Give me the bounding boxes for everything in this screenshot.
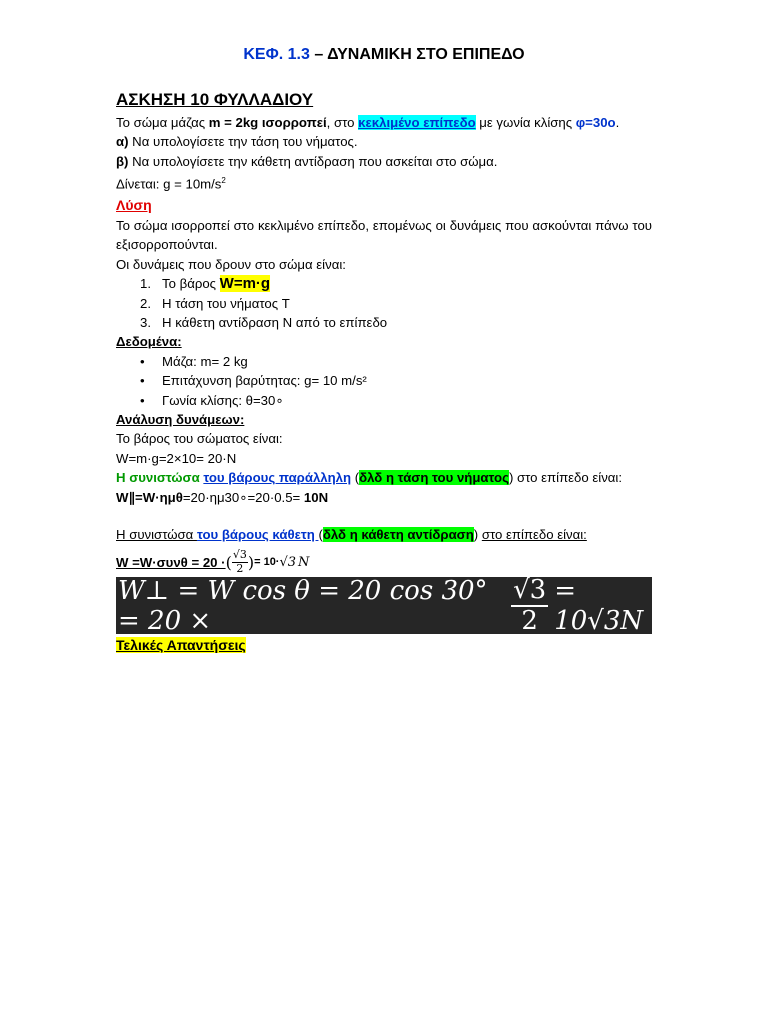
list-item-text: Η κάθετη αντίδραση N από το επίπεδο bbox=[162, 315, 388, 331]
given-data bbox=[116, 171, 652, 194]
list-item-text: Μάζα: m= 2 kg bbox=[162, 353, 248, 369]
perp-link-text: του βάρους κάθετη bbox=[196, 527, 319, 543]
perp-text: Η συνιστώσα bbox=[116, 527, 197, 543]
question-a-text: Να υπολογίσετε την τάση του νήματος. bbox=[128, 134, 358, 150]
forces-intro: Οι δυνάμεις που δρουν στο σώμα είναι: bbox=[116, 256, 346, 272]
normal-force-highlight: δλδ η κάθετη αντίδραση bbox=[322, 527, 474, 543]
exercise-statement bbox=[116, 113, 652, 132]
title-dash: – bbox=[309, 46, 328, 63]
parallel-link-text: του βάρους παράλληλη bbox=[203, 470, 352, 486]
list-marker: 2. bbox=[140, 295, 151, 311]
list-item-text: Το βάρος bbox=[162, 276, 220, 292]
parallel-text: ( bbox=[351, 470, 360, 486]
list-item bbox=[116, 313, 652, 332]
final-section bbox=[116, 636, 652, 655]
page-title bbox=[0, 46, 768, 64]
data-heading: Δεδομένα: bbox=[116, 334, 182, 350]
list-item bbox=[116, 391, 652, 410]
final-answers-heading: Τελικές Απαντήσεις bbox=[116, 637, 246, 653]
sqrt3-over-2 bbox=[232, 549, 248, 575]
equation-rhs: = 10√3N bbox=[554, 575, 644, 636]
equation-box bbox=[116, 574, 652, 636]
angle-value: φ=30ο bbox=[575, 115, 616, 130]
statement-text: . bbox=[615, 115, 620, 130]
exercise-heading: ΑΣΚΗΣΗ 10 ΦΥΛΛΑΔΙΟΥ bbox=[116, 90, 314, 109]
question-b-text: Να υπολογίσετε την κάθετη αντίδραση που ασκείται στο σώμα. bbox=[128, 153, 498, 169]
weight-intro: Το βάρος του σώματος είναι: bbox=[116, 431, 283, 447]
fraction-denominator: 2 bbox=[521, 605, 538, 636]
equation-fraction bbox=[511, 576, 548, 635]
perp-calc-lhs: W =W·συνθ = 20 · bbox=[116, 554, 226, 570]
given-text: Δίνεται: g = 10m/s bbox=[116, 176, 222, 192]
parallel-component-line bbox=[116, 468, 652, 487]
exercise-body bbox=[116, 113, 652, 581]
perp-root: √3 bbox=[279, 554, 297, 570]
list-item-text: Η τάση του νήματος T bbox=[162, 295, 290, 311]
mass-value: m = 2kg ισορροπεί bbox=[208, 115, 327, 130]
fraction-denominator: 2 bbox=[236, 562, 244, 576]
fraction-numerator: √3 bbox=[513, 574, 547, 605]
perp-text: ) bbox=[473, 527, 482, 543]
given-superscript: 2 bbox=[221, 176, 226, 186]
paren-close: ) bbox=[247, 552, 255, 572]
incline-highlight: κεκλιμένο επίπεδο bbox=[358, 115, 476, 130]
perp-text: ( bbox=[318, 527, 323, 543]
list-item bbox=[116, 352, 652, 371]
question-a-label: α) bbox=[116, 134, 129, 150]
statement-text: Το σώμα μάζας bbox=[116, 115, 209, 130]
analysis-heading: Ανάλυση δυνάμεων: bbox=[116, 412, 245, 428]
solution-intro: Το σώμα ισορροπεί στο κεκλιμένο επίπεδο, επομένως οι δυνάμεις που ασκούνται πάνω του εξισορροπούνται. bbox=[116, 218, 652, 253]
bullet-icon: • bbox=[140, 353, 145, 369]
question-b bbox=[116, 152, 652, 171]
list-marker: 3. bbox=[140, 315, 151, 331]
equation-lhs: W⊥ = W cos θ = 20 cos 30° = 20 × bbox=[118, 575, 488, 636]
parallel-text: ) στο επίπεδο είναι: bbox=[508, 470, 623, 486]
chapter-label: ΚΕΦ. 1.3 bbox=[243, 46, 310, 63]
perp-calc-rhs: = 10· bbox=[254, 555, 280, 568]
forces-list bbox=[116, 274, 652, 332]
statement-text: , στο bbox=[326, 115, 359, 130]
perpendicular-component-line bbox=[116, 525, 652, 544]
list-item bbox=[116, 274, 652, 293]
question-a bbox=[116, 132, 652, 151]
final-heading-line bbox=[116, 636, 652, 655]
list-item-text: Επιτάχυνση βαρύτητας: g= 10 m/s² bbox=[162, 373, 367, 389]
parallel-formula: W∥=W·ημθ bbox=[116, 489, 183, 505]
data-list bbox=[116, 352, 652, 410]
question-b-label: β) bbox=[116, 153, 129, 169]
list-item-text: Γωνία κλίσης: θ=30∘ bbox=[162, 392, 284, 408]
weight-formula: W=m·g bbox=[219, 275, 271, 293]
tension-highlight: δλδ η τάση του νήματος bbox=[359, 470, 509, 486]
perp-text: στο επίπεδο είναι: bbox=[481, 527, 587, 543]
topic-label: ΔΥΝΑΜΙΚΗ ΣΤΟ ΕΠΙΠΕΔΟ bbox=[327, 46, 525, 63]
list-item bbox=[116, 371, 652, 390]
list-item bbox=[116, 294, 652, 313]
bullet-icon: • bbox=[140, 392, 145, 408]
parallel-text: Η συνιστώσα bbox=[116, 470, 204, 486]
weight-calc: W=m·g=2×10= 20·N bbox=[116, 450, 237, 466]
bullet-icon: • bbox=[140, 373, 145, 389]
fraction-numerator: √3 bbox=[232, 548, 247, 562]
parallel-calc-text: =20·ημ30∘=20·0.5= bbox=[182, 489, 304, 505]
solution-heading: Λύση bbox=[116, 197, 152, 214]
paren-open: ( bbox=[225, 552, 232, 572]
statement-text: με γωνία κλίσης bbox=[475, 115, 576, 130]
list-marker: 1. bbox=[140, 276, 151, 292]
perp-unit: N bbox=[298, 554, 310, 570]
parallel-result: 10N bbox=[303, 489, 329, 505]
parallel-calc bbox=[116, 488, 652, 507]
